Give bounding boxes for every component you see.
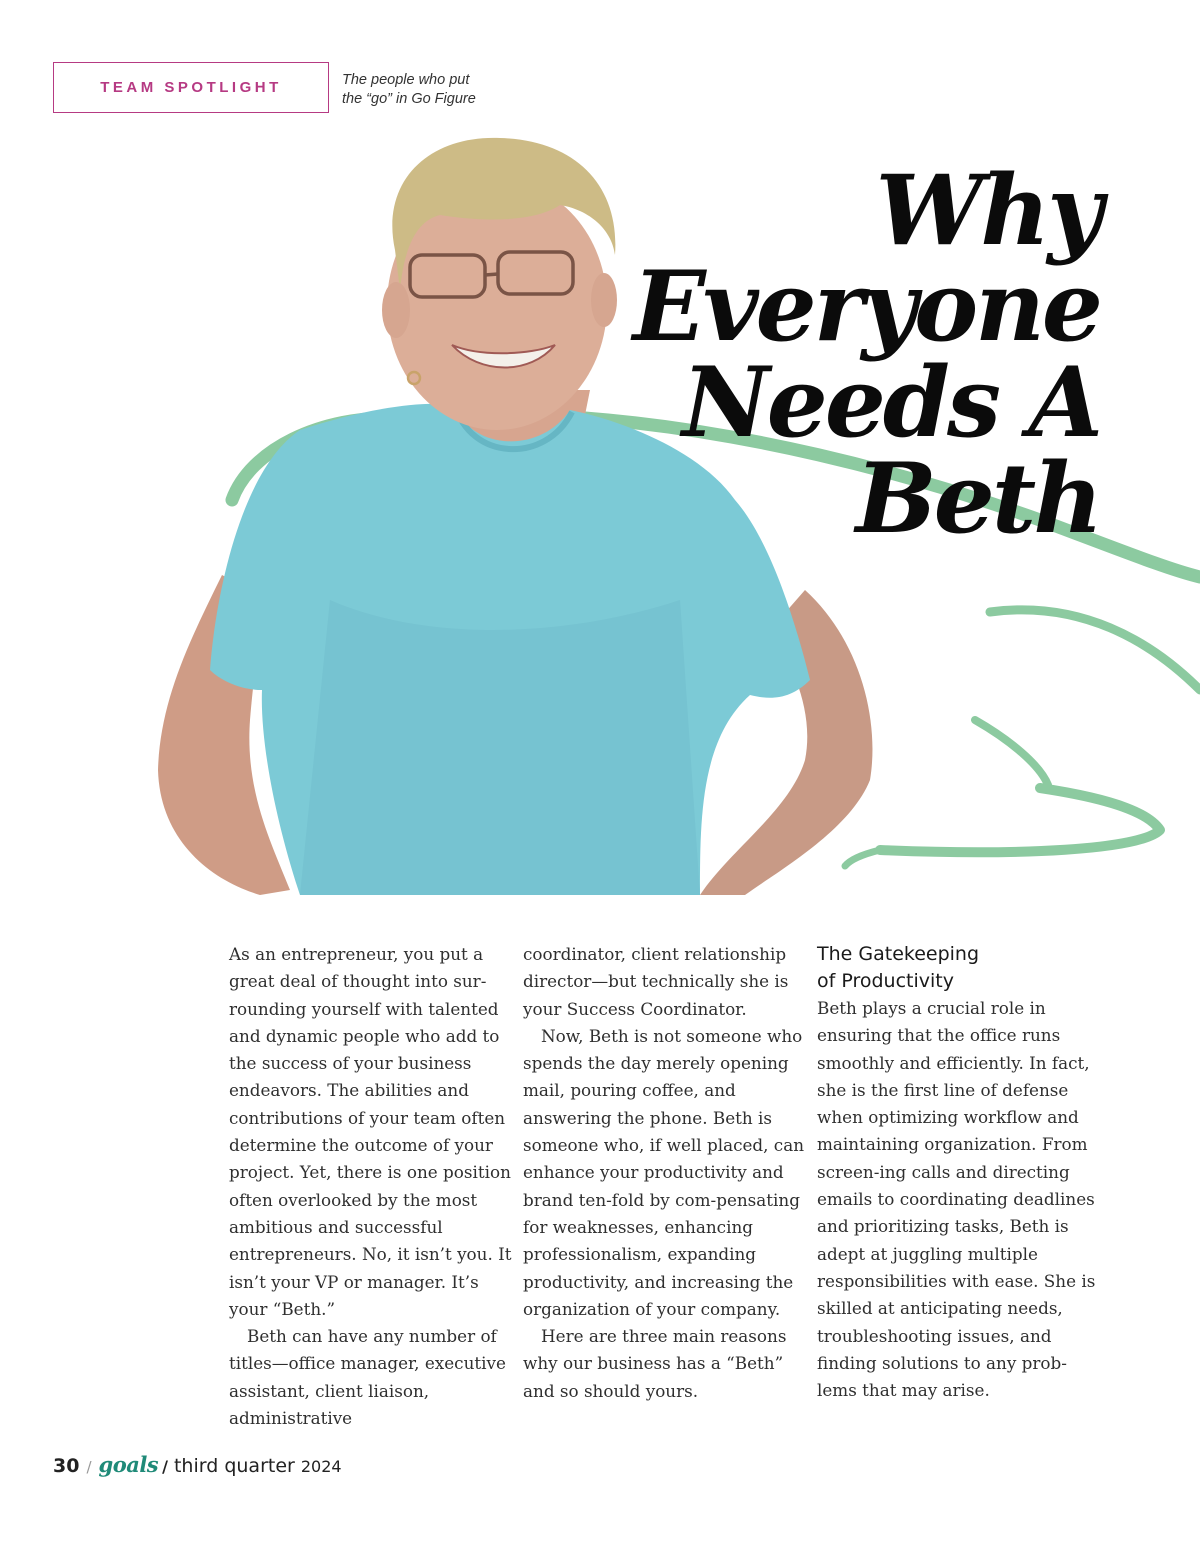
body-paragraph: Beth plays a crucial role in ensuring that the office runs smoothly and efficiently. In fact, she is the first line of defense when optimizing workflow and maintaining organization. From screen-ing calls and directing emails to coordinating deadlines and prioritizing tasks, Beth is adept at juggling multiple responsibilities with ease. She is skilled at anticipating needs, troubleshooting issues, and finding solutions to any prob-lems that may arise. bbox=[817, 998, 1096, 1401]
section-label: TEAM SPOTLIGHT bbox=[100, 79, 282, 96]
section-subhead bbox=[817, 941, 1101, 995]
subhead-line-1: The Gatekeeping bbox=[817, 943, 980, 965]
body-paragraph: Beth can have any number of titles—office manager, executive assistant, client liaison, administrative bbox=[229, 1326, 506, 1429]
footer-separator: / bbox=[86, 1458, 92, 1476]
page-number: 30 bbox=[53, 1455, 80, 1477]
footer-separator: / bbox=[162, 1457, 168, 1476]
magazine-logo: goals bbox=[98, 1452, 159, 1477]
issue-label: third quarter bbox=[173, 1455, 295, 1477]
headline-line-2: Everyone bbox=[632, 250, 1100, 363]
body-paragraph: Now, Beth is not someone who spends the day merely opening mail, pouring coffee, and answering the phone. Beth is someone who, if well placed, can enhance your productivity and brand ten-fold by com-pensating for weaknesses, enhancing professionalism, expanding productivity, and increasing the organization of your company. bbox=[523, 1025, 805, 1319]
subhead-line-2: of Productivity bbox=[817, 970, 954, 992]
article-headline bbox=[632, 154, 1100, 555]
headline-line-1: Why bbox=[875, 154, 1100, 267]
body-paragraph: coordinator, client relationship director—but technically she is your Success Coordinator. bbox=[523, 944, 789, 1019]
body-paragraph: As an entrepreneur, you put a great deal of thought into sur-rounding yourself with talented and dynamic people who add to the success of your business endeavors. The abilities and contributions of your team often determine the outcome of your project. Yet, there is one position often overlooked by the most ambitious and successful entrepreneurs. No, it isn’t you. It isn’t your VP or manager. It’s your “Beth.” bbox=[229, 944, 512, 1319]
article-column-1 bbox=[229, 941, 513, 1432]
article-column-2 bbox=[523, 941, 807, 1405]
headline-line-3: Needs A bbox=[682, 346, 1100, 459]
tagline-line-1: The people who put bbox=[342, 72, 470, 88]
right-ear bbox=[591, 273, 617, 327]
article-column-3 bbox=[817, 941, 1101, 1404]
body-paragraph: Here are three main reasons why our business has a “Beth” and so should yours. bbox=[523, 1326, 787, 1401]
tagline-line-2: the “go” in Go Figure bbox=[342, 91, 476, 107]
page-footer bbox=[53, 1452, 342, 1477]
issue-year: 2024 bbox=[300, 1457, 342, 1476]
headline-line-4: Beth bbox=[855, 442, 1100, 555]
shirt-shadow bbox=[300, 600, 700, 895]
left-ear bbox=[382, 282, 410, 338]
